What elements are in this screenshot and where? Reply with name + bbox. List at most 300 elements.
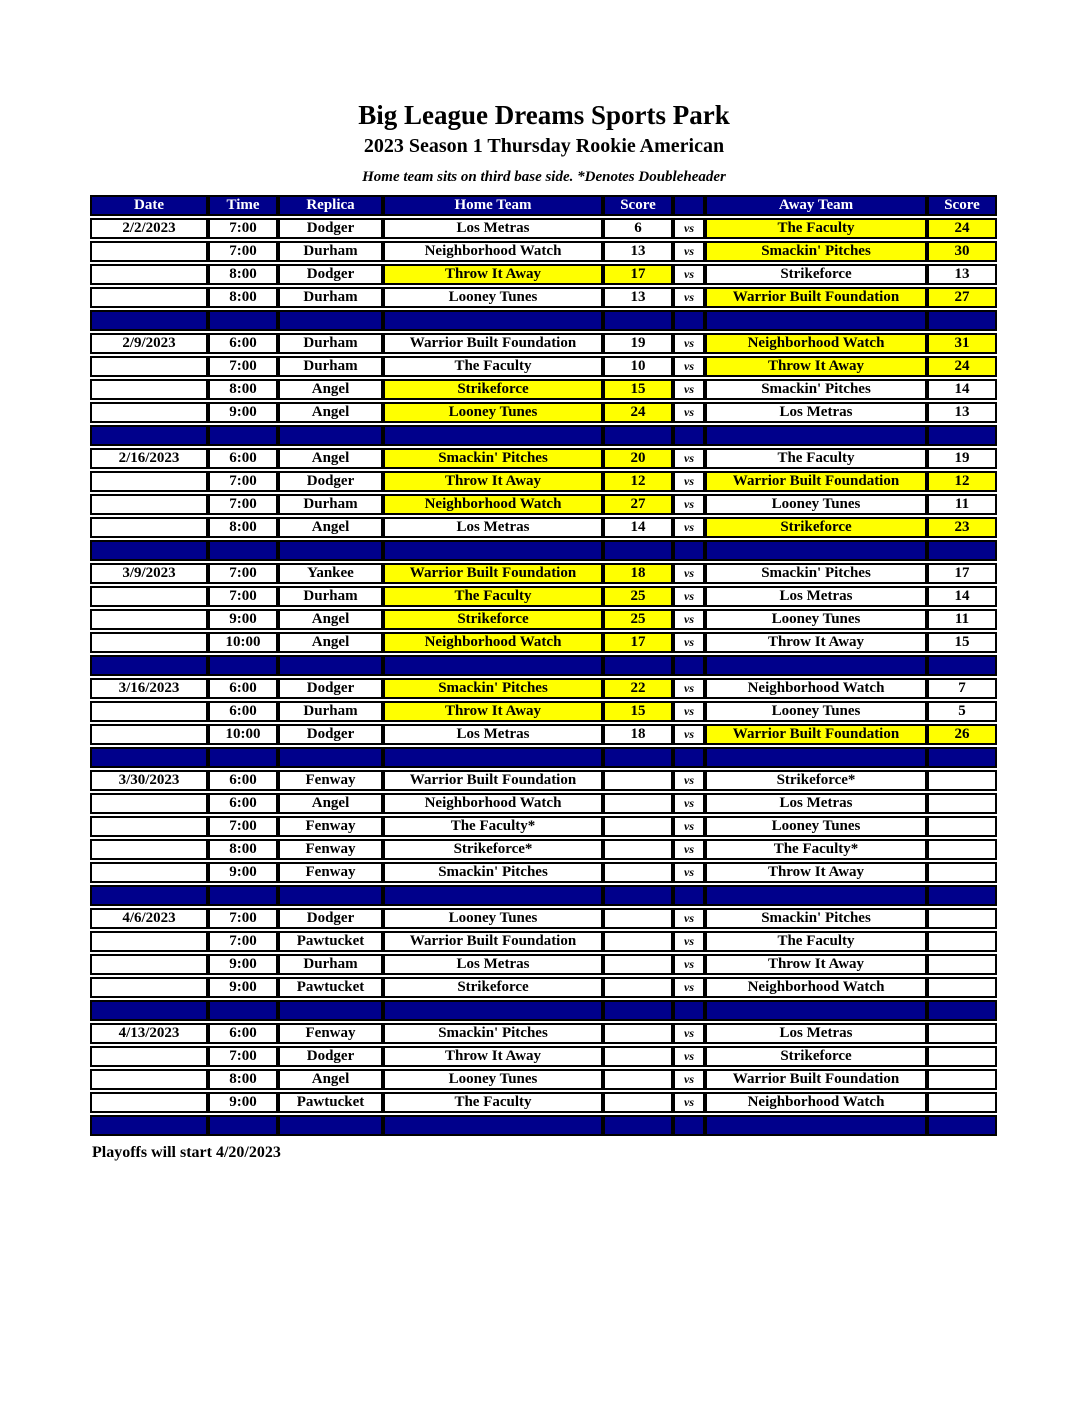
away-team-cell: Neighborhood Watch [705,678,927,699]
home-team-cell: Warrior Built Foundation [383,563,603,584]
away-score-cell: 14 [927,586,997,607]
page-note: Home team sits on third base side. *Denotes Doubleheader [362,169,726,185]
replica-cell: Durham [278,586,383,607]
game-row [90,264,997,285]
schedule-table [90,193,997,1138]
vs-cell: vs [673,701,705,722]
date-cell [90,264,208,285]
away-score-cell: 24 [927,356,997,377]
replica-cell: Durham [278,333,383,354]
away-score-cell [927,862,997,883]
date-cell [90,1092,208,1113]
separator-cell [383,747,603,768]
separator-cell [278,425,383,446]
time-cell: 9:00 [208,954,278,975]
playoffs-note: Playoffs will start 4/20/2023 [92,1144,281,1161]
date-cell [90,586,208,607]
home-score-cell: 12 [603,471,673,492]
separator-cell [90,655,208,676]
away-team-cell: Neighborhood Watch [705,1092,927,1113]
date-cell: 2/9/2023 [90,333,208,354]
home-score-cell [603,1023,673,1044]
date-cell [90,471,208,492]
home-score-cell: 18 [603,563,673,584]
away-team-cell: Strikeforce [705,1046,927,1067]
away-team-cell: Neighborhood Watch [705,333,927,354]
separator-cell [208,310,278,331]
separator-cell [927,1115,997,1136]
away-team-cell: Looney Tunes [705,609,927,630]
separator-cell [927,540,997,561]
home-team-cell: Strikeforce [383,609,603,630]
vs-cell: vs [673,678,705,699]
away-team-cell: Los Metras [705,402,927,423]
game-row [90,793,997,814]
away-team-cell: Warrior Built Foundation [705,1069,927,1090]
game-row [90,609,997,630]
vs-cell: vs [673,287,705,308]
away-team-cell: Los Metras [705,793,927,814]
replica-cell: Fenway [278,770,383,791]
separator-cell [208,1000,278,1021]
replica-cell: Dodger [278,471,383,492]
separator-cell [705,540,927,561]
replica-cell: Dodger [278,264,383,285]
home-score-cell: 15 [603,379,673,400]
separator-cell [673,885,705,906]
time-cell: 6:00 [208,448,278,469]
home-team-cell: The Faculty* [383,816,603,837]
away-score-cell [927,1092,997,1113]
separator-cell [603,310,673,331]
separator-cell [705,1000,927,1021]
away-team-cell: Smackin' Pitches [705,379,927,400]
replica-cell: Angel [278,448,383,469]
away-score-cell: 13 [927,402,997,423]
time-cell: 8:00 [208,1069,278,1090]
away-team-cell: Neighborhood Watch [705,977,927,998]
home-score-cell: 17 [603,632,673,653]
separator-cell [278,310,383,331]
separator-cell [705,1115,927,1136]
separator-cell [673,747,705,768]
vs-cell: vs [673,264,705,285]
vs-cell: vs [673,954,705,975]
replica-cell: Fenway [278,839,383,860]
vs-cell: vs [673,448,705,469]
home-team-cell: Throw It Away [383,1046,603,1067]
separator-cell [278,540,383,561]
time-cell: 6:00 [208,770,278,791]
vs-cell: vs [673,241,705,262]
separator-cell [673,540,705,561]
home-score-cell [603,908,673,929]
separator-cell [208,425,278,446]
vs-cell: vs [673,724,705,745]
home-score-cell [603,862,673,883]
home-score-cell: 13 [603,287,673,308]
game-row [90,701,997,722]
time-cell: 7:00 [208,356,278,377]
away-team-cell: Strikeforce [705,264,927,285]
home-team-cell: Los Metras [383,218,603,239]
date-cell: 4/13/2023 [90,1023,208,1044]
replica-cell: Durham [278,356,383,377]
game-row [90,678,997,699]
away-score-cell: 13 [927,264,997,285]
away-score-cell [927,793,997,814]
game-row [90,356,997,377]
week-separator-row [90,655,997,676]
game-row [90,931,997,952]
home-team-cell: Neighborhood Watch [383,632,603,653]
game-row [90,517,997,538]
date-cell: 3/16/2023 [90,678,208,699]
vs-cell: vs [673,632,705,653]
replica-cell: Angel [278,517,383,538]
game-row [90,839,997,860]
separator-cell [603,1000,673,1021]
away-score-cell [927,954,997,975]
away-team-cell: Strikeforce* [705,770,927,791]
date-cell [90,954,208,975]
vs-cell: vs [673,1046,705,1067]
date-cell [90,632,208,653]
game-row [90,632,997,653]
game-row [90,862,997,883]
page-subtitle: 2023 Season 1 Thursday Rookie American [363,135,725,157]
away-score-cell [927,1046,997,1067]
home-team-cell: Los Metras [383,517,603,538]
away-team-cell: The Faculty [705,448,927,469]
time-cell: 7:00 [208,816,278,837]
home-score-cell: 25 [603,609,673,630]
vs-cell: vs [673,862,705,883]
separator-cell [383,310,603,331]
week-separator-row [90,885,997,906]
vs-cell: vs [673,586,705,607]
separator-cell [90,310,208,331]
home-score-cell [603,1092,673,1113]
away-score-cell: 15 [927,632,997,653]
game-row [90,1046,997,1067]
separator-cell [927,1000,997,1021]
separator-cell [673,1115,705,1136]
home-team-cell: Strikeforce* [383,839,603,860]
away-score-cell: 7 [927,678,997,699]
vs-cell: vs [673,609,705,630]
date-cell [90,931,208,952]
separator-cell [90,885,208,906]
home-score-cell: 13 [603,241,673,262]
away-score-cell: 23 [927,517,997,538]
game-row [90,218,997,239]
date-cell [90,287,208,308]
game-row [90,379,997,400]
home-team-cell: Neighborhood Watch [383,494,603,515]
away-team-cell: Warrior Built Foundation [705,724,927,745]
home-score-cell [603,1069,673,1090]
home-score-cell [603,931,673,952]
time-cell: 9:00 [208,609,278,630]
time-cell: 7:00 [208,218,278,239]
replica-cell: Durham [278,701,383,722]
vs-cell: vs [673,1092,705,1113]
column-header-date: Date [90,195,208,216]
separator-cell [705,425,927,446]
vs-cell: vs [673,770,705,791]
column-header-replica: Replica [278,195,383,216]
away-score-cell: 19 [927,448,997,469]
week-separator-row [90,1000,997,1021]
date-cell [90,701,208,722]
home-team-cell: Throw It Away [383,264,603,285]
date-cell [90,839,208,860]
home-team-cell: Looney Tunes [383,402,603,423]
replica-cell: Dodger [278,218,383,239]
game-row [90,724,997,745]
vs-cell: vs [673,379,705,400]
column-header-score: Score [927,195,997,216]
vs-cell: vs [673,333,705,354]
date-cell [90,402,208,423]
separator-cell [383,1000,603,1021]
away-score-cell: 24 [927,218,997,239]
replica-cell: Dodger [278,908,383,929]
home-score-cell: 27 [603,494,673,515]
separator-cell [383,655,603,676]
away-team-cell: Warrior Built Foundation [705,287,927,308]
separator-cell [603,540,673,561]
separator-cell [705,747,927,768]
date-cell [90,724,208,745]
vs-cell: vs [673,471,705,492]
game-row [90,954,997,975]
vs-cell: vs [673,1023,705,1044]
game-row [90,333,997,354]
vs-cell: vs [673,908,705,929]
away-team-cell: Looney Tunes [705,494,927,515]
home-team-cell: Neighborhood Watch [383,241,603,262]
time-cell: 7:00 [208,563,278,584]
date-cell [90,1046,208,1067]
separator-cell [927,655,997,676]
away-score-cell: 30 [927,241,997,262]
away-score-cell: 5 [927,701,997,722]
week-separator-row [90,310,997,331]
game-row [90,977,997,998]
replica-cell: Angel [278,1069,383,1090]
time-cell: 6:00 [208,678,278,699]
date-cell [90,241,208,262]
column-header-score: Score [603,195,673,216]
time-cell: 9:00 [208,1092,278,1113]
home-team-cell: Looney Tunes [383,287,603,308]
week-separator-row [90,747,997,768]
week-separator-row [90,540,997,561]
home-team-cell: Smackin' Pitches [383,678,603,699]
game-row [90,494,997,515]
replica-cell: Pawtucket [278,931,383,952]
away-score-cell [927,977,997,998]
separator-cell [927,747,997,768]
time-cell: 8:00 [208,379,278,400]
replica-cell: Dodger [278,1046,383,1067]
time-cell: 7:00 [208,1046,278,1067]
away-team-cell: Los Metras [705,1023,927,1044]
home-score-cell: 22 [603,678,673,699]
date-cell [90,379,208,400]
home-team-cell: The Faculty [383,586,603,607]
home-score-cell: 10 [603,356,673,377]
separator-cell [705,655,927,676]
away-team-cell: Strikeforce [705,517,927,538]
separator-cell [278,1000,383,1021]
home-score-cell [603,816,673,837]
home-score-cell: 14 [603,517,673,538]
home-team-cell: Smackin' Pitches [383,862,603,883]
home-score-cell: 19 [603,333,673,354]
time-cell: 7:00 [208,241,278,262]
home-score-cell [603,793,673,814]
separator-cell [90,425,208,446]
time-cell: 6:00 [208,1023,278,1044]
separator-cell [673,1000,705,1021]
separator-cell [208,747,278,768]
separator-cell [927,885,997,906]
separator-cell [603,747,673,768]
home-score-cell [603,1046,673,1067]
column-header-away-team: Away Team [705,195,927,216]
away-score-cell [927,816,997,837]
week-separator-row [90,1115,997,1136]
away-team-cell: The Faculty* [705,839,927,860]
home-team-cell: Strikeforce [383,379,603,400]
separator-cell [383,885,603,906]
column-header-vs [673,195,705,216]
replica-cell: Pawtucket [278,1092,383,1113]
vs-cell: vs [673,517,705,538]
separator-cell [673,310,705,331]
replica-cell: Angel [278,609,383,630]
home-team-cell: Warrior Built Foundation [383,931,603,952]
date-cell [90,816,208,837]
date-cell [90,793,208,814]
home-score-cell [603,977,673,998]
vs-cell: vs [673,563,705,584]
vs-cell: vs [673,977,705,998]
separator-cell [278,1115,383,1136]
time-cell: 6:00 [208,701,278,722]
separator-cell [705,885,927,906]
column-header-time: Time [208,195,278,216]
separator-cell [90,1000,208,1021]
vs-cell: vs [673,1069,705,1090]
page-header [0,0,1088,186]
vs-cell: vs [673,793,705,814]
home-team-cell: Warrior Built Foundation [383,333,603,354]
date-cell: 2/16/2023 [90,448,208,469]
game-row [90,241,997,262]
home-score-cell: 24 [603,402,673,423]
separator-cell [603,1115,673,1136]
home-score-cell [603,839,673,860]
home-team-cell: Los Metras [383,954,603,975]
separator-cell [383,425,603,446]
game-row [90,1069,997,1090]
time-cell: 9:00 [208,977,278,998]
time-cell: 7:00 [208,931,278,952]
vs-cell: vs [673,931,705,952]
separator-cell [603,885,673,906]
replica-cell: Durham [278,954,383,975]
game-row [90,816,997,837]
away-team-cell: Smackin' Pitches [705,908,927,929]
home-team-cell: Looney Tunes [383,1069,603,1090]
separator-cell [208,655,278,676]
time-cell: 8:00 [208,517,278,538]
game-row [90,448,997,469]
separator-cell [90,1115,208,1136]
separator-cell [383,1115,603,1136]
game-row [90,402,997,423]
away-team-cell: Throw It Away [705,356,927,377]
replica-cell: Durham [278,494,383,515]
home-score-cell: 15 [603,701,673,722]
game-row [90,563,997,584]
home-score-cell: 6 [603,218,673,239]
home-team-cell: Throw It Away [383,701,603,722]
time-cell: 9:00 [208,402,278,423]
date-cell: 3/30/2023 [90,770,208,791]
away-team-cell: Throw It Away [705,954,927,975]
replica-cell: Angel [278,402,383,423]
date-cell [90,1069,208,1090]
away-score-cell: 27 [927,287,997,308]
away-score-cell: 12 [927,471,997,492]
table-header-row [90,195,997,216]
replica-cell: Fenway [278,862,383,883]
replica-cell: Pawtucket [278,977,383,998]
separator-cell [673,655,705,676]
away-score-cell: 14 [927,379,997,400]
away-team-cell: Throw It Away [705,862,927,883]
replica-cell: Fenway [278,1023,383,1044]
date-cell [90,609,208,630]
home-score-cell: 25 [603,586,673,607]
time-cell: 10:00 [208,632,278,653]
away-score-cell [927,931,997,952]
date-cell: 3/9/2023 [90,563,208,584]
home-team-cell: Smackin' Pitches [383,1023,603,1044]
away-team-cell: The Faculty [705,931,927,952]
home-team-cell: The Faculty [383,1092,603,1113]
time-cell: 7:00 [208,471,278,492]
game-row [90,471,997,492]
time-cell: 7:00 [208,586,278,607]
replica-cell: Angel [278,793,383,814]
home-score-cell: 18 [603,724,673,745]
separator-cell [90,747,208,768]
time-cell: 7:00 [208,494,278,515]
home-team-cell: Strikeforce [383,977,603,998]
home-score-cell [603,770,673,791]
separator-cell [603,425,673,446]
separator-cell [278,655,383,676]
home-team-cell: Warrior Built Foundation [383,770,603,791]
game-row [90,770,997,791]
away-score-cell [927,1023,997,1044]
